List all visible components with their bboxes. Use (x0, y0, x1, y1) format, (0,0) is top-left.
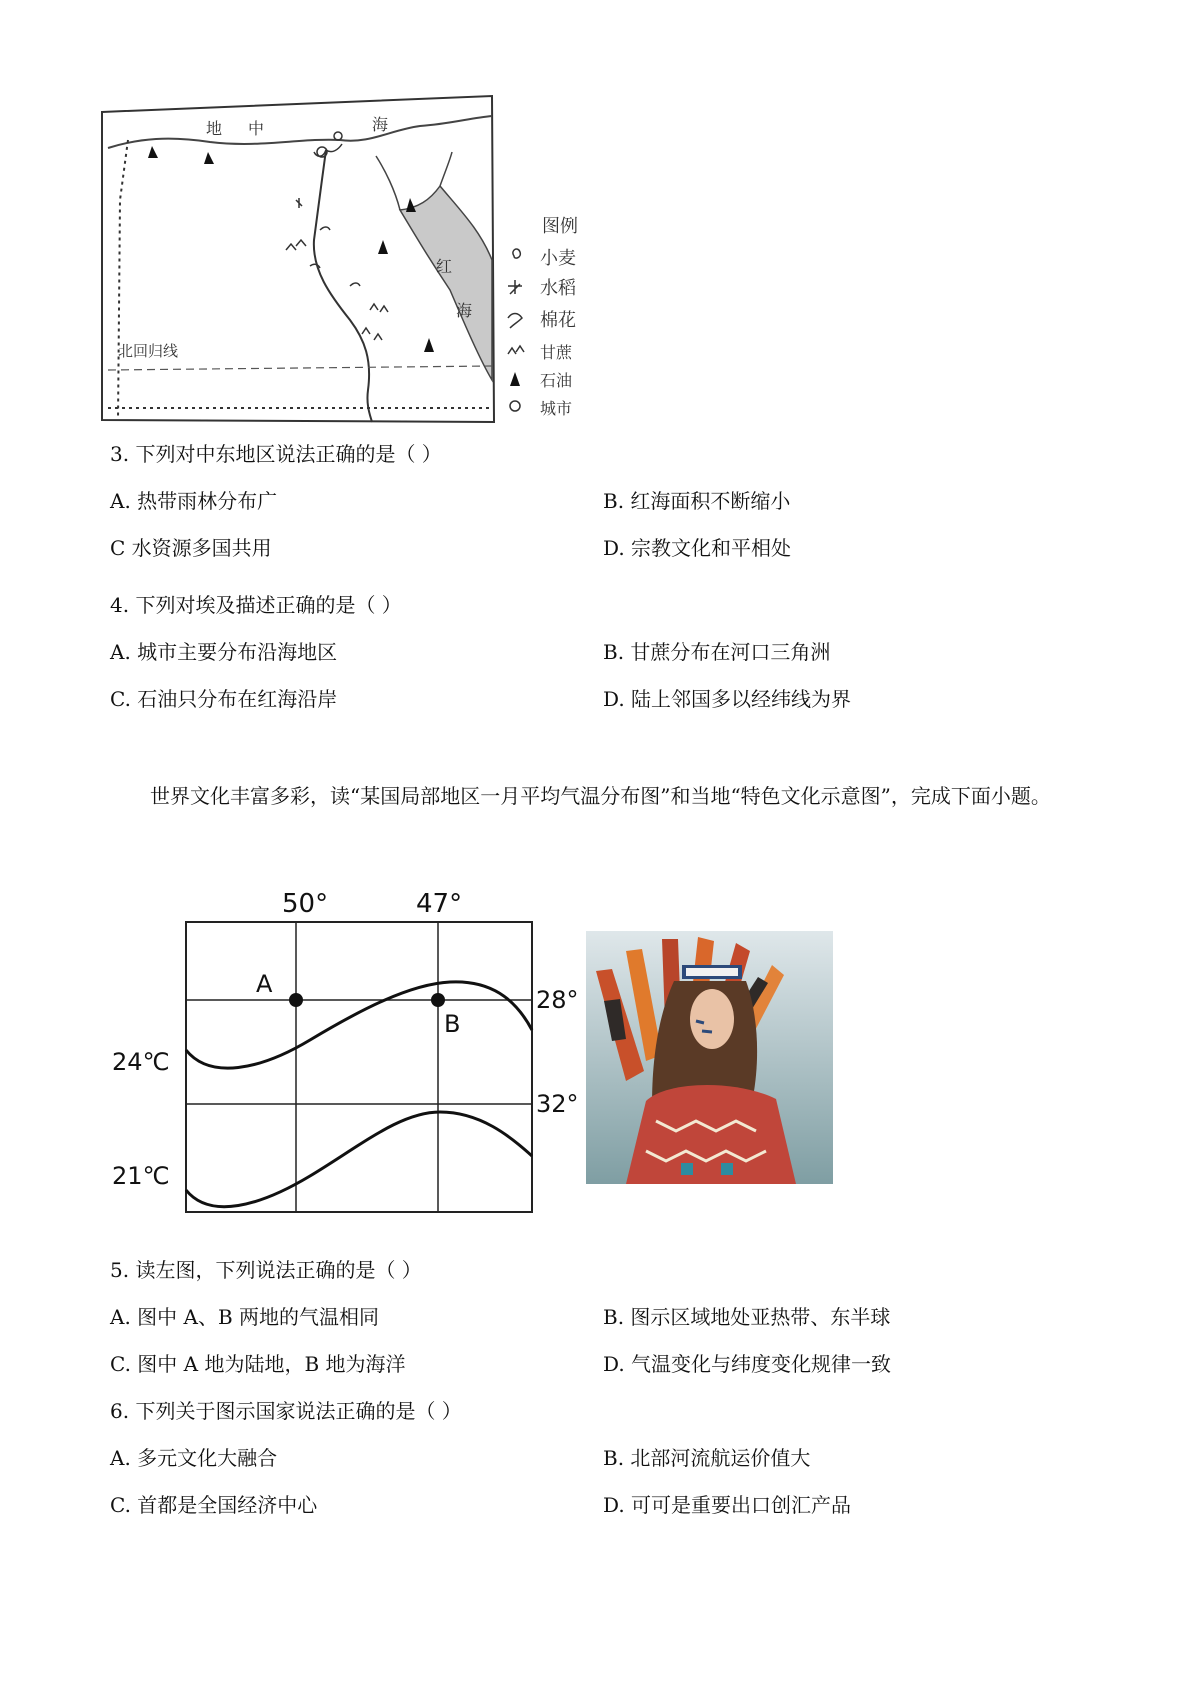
oil-icon (148, 146, 434, 352)
face (690, 989, 734, 1049)
lon-label-50: 50° (282, 889, 329, 919)
lat-label-28: 28° (536, 986, 579, 1014)
legend-item-city (510, 399, 572, 418)
patterned-top (626, 1085, 796, 1184)
question-5-option-d: D. 气温变化与纬度变化规律一致 (603, 1352, 892, 1376)
question-5-stem: 5. 读左图，下列说法正确的是（ ） (110, 1258, 422, 1282)
point-b (431, 993, 445, 1007)
question-4-option-b: B. 甘蔗分布在河口三角洲 (603, 640, 831, 664)
tropic-label: 北回归线 (118, 342, 179, 360)
question-4-stem: 4. 下列对埃及描述正确的是（ ） (110, 593, 402, 617)
western-border (118, 140, 128, 420)
tropic-line (108, 366, 492, 370)
legend-item-sugarcane (508, 343, 573, 362)
rice-icon (508, 280, 522, 294)
legend-item-oil (510, 371, 572, 390)
isotherm-21 (186, 1112, 532, 1207)
sea-label-red-1: 红 (436, 257, 453, 276)
question-6-option-d: D. 可可是重要出口创汇产品 (603, 1493, 852, 1517)
svg-text:石油: 石油 (540, 371, 573, 390)
question-3-option-d: D. 宗教文化和平相处 (603, 536, 792, 560)
sea-label-mediterranean-3: 海 (372, 115, 389, 134)
question-3-option-b: B. 红海面积不断缩小 (603, 489, 791, 513)
crop-symbols (286, 198, 388, 340)
svg-text:城市: 城市 (540, 399, 573, 418)
lat-label-32: 32° (536, 1090, 579, 1118)
point-b-label: B (444, 1010, 461, 1038)
question-5-option-a: A. 图中 A、B 两地的气温相同 (110, 1305, 380, 1329)
question-6-stem: 6. 下列关于图示国家说法正确的是（ ） (110, 1399, 462, 1423)
svg-text:小麦: 小麦 (540, 248, 576, 269)
isotherm-chart (110, 880, 590, 1220)
city-icon (510, 401, 520, 411)
question-4-option-a: A. 城市主要分布沿海地区 (110, 640, 338, 664)
isotherm-label-24: 24℃ (112, 1048, 170, 1076)
point-a-label: A (256, 970, 273, 998)
sea-label-mediterranean-1: 地 (206, 119, 223, 138)
sugarcane-icon (508, 346, 524, 354)
legend-item-wheat (513, 248, 576, 269)
question-5-option-c: C. 图中 A 地为陆地，B 地为海洋 (110, 1352, 406, 1376)
sea-label-red-2: 海 (456, 301, 473, 320)
city-icon (317, 132, 342, 157)
oil-icon (510, 372, 520, 386)
question-4-option-c: C. 石油只分布在红海沿岸 (110, 687, 338, 711)
culture-photo (586, 931, 833, 1184)
legend-item-cotton (508, 310, 576, 331)
mediterranean-coastline (108, 116, 492, 148)
lon-label-47: 47° (416, 889, 463, 919)
question-3-option-a: A. 热带雨林分布广 (110, 489, 278, 513)
legend-item-rice (508, 278, 576, 299)
cotton-icon (508, 314, 522, 329)
isotherm-24 (186, 982, 532, 1068)
question-3-stem: 3. 下列对中东地区说法正确的是（ ） (110, 442, 442, 466)
question-6-option-b: B. 北部河流航运价值大 (603, 1446, 811, 1470)
wheat-icon (513, 249, 520, 258)
nile-river (314, 150, 372, 422)
intro-paragraph: 世界文化丰富多彩，读“某国局部地区一月平均气温分布图”和当地“特色文化示意图”，完成下面小题。 (150, 784, 1051, 808)
svg-text:甘蔗: 甘蔗 (540, 343, 573, 362)
svg-text:棉花: 棉花 (540, 310, 576, 331)
isotherm-label-21: 21℃ (112, 1162, 170, 1190)
question-5-option-b: B. 图示区域地处亚热带、东半球 (603, 1305, 891, 1329)
red-sea (400, 186, 492, 380)
question-6-option-c: C. 首都是全国经济中心 (110, 1493, 318, 1517)
question-3-option-c: C 水资源多国共用 (110, 536, 272, 560)
legend-title: 图例 (542, 216, 578, 237)
question-4-option-d: D. 陆上邻国多以经纬线为界 (603, 687, 852, 711)
point-a (289, 993, 303, 1007)
svg-text:水稻: 水稻 (540, 278, 576, 299)
sea-label-mediterranean-2: 中 (248, 119, 265, 138)
question-6-option-a: A. 多元文化大融合 (110, 1446, 278, 1470)
egypt-map-figure (100, 90, 620, 435)
